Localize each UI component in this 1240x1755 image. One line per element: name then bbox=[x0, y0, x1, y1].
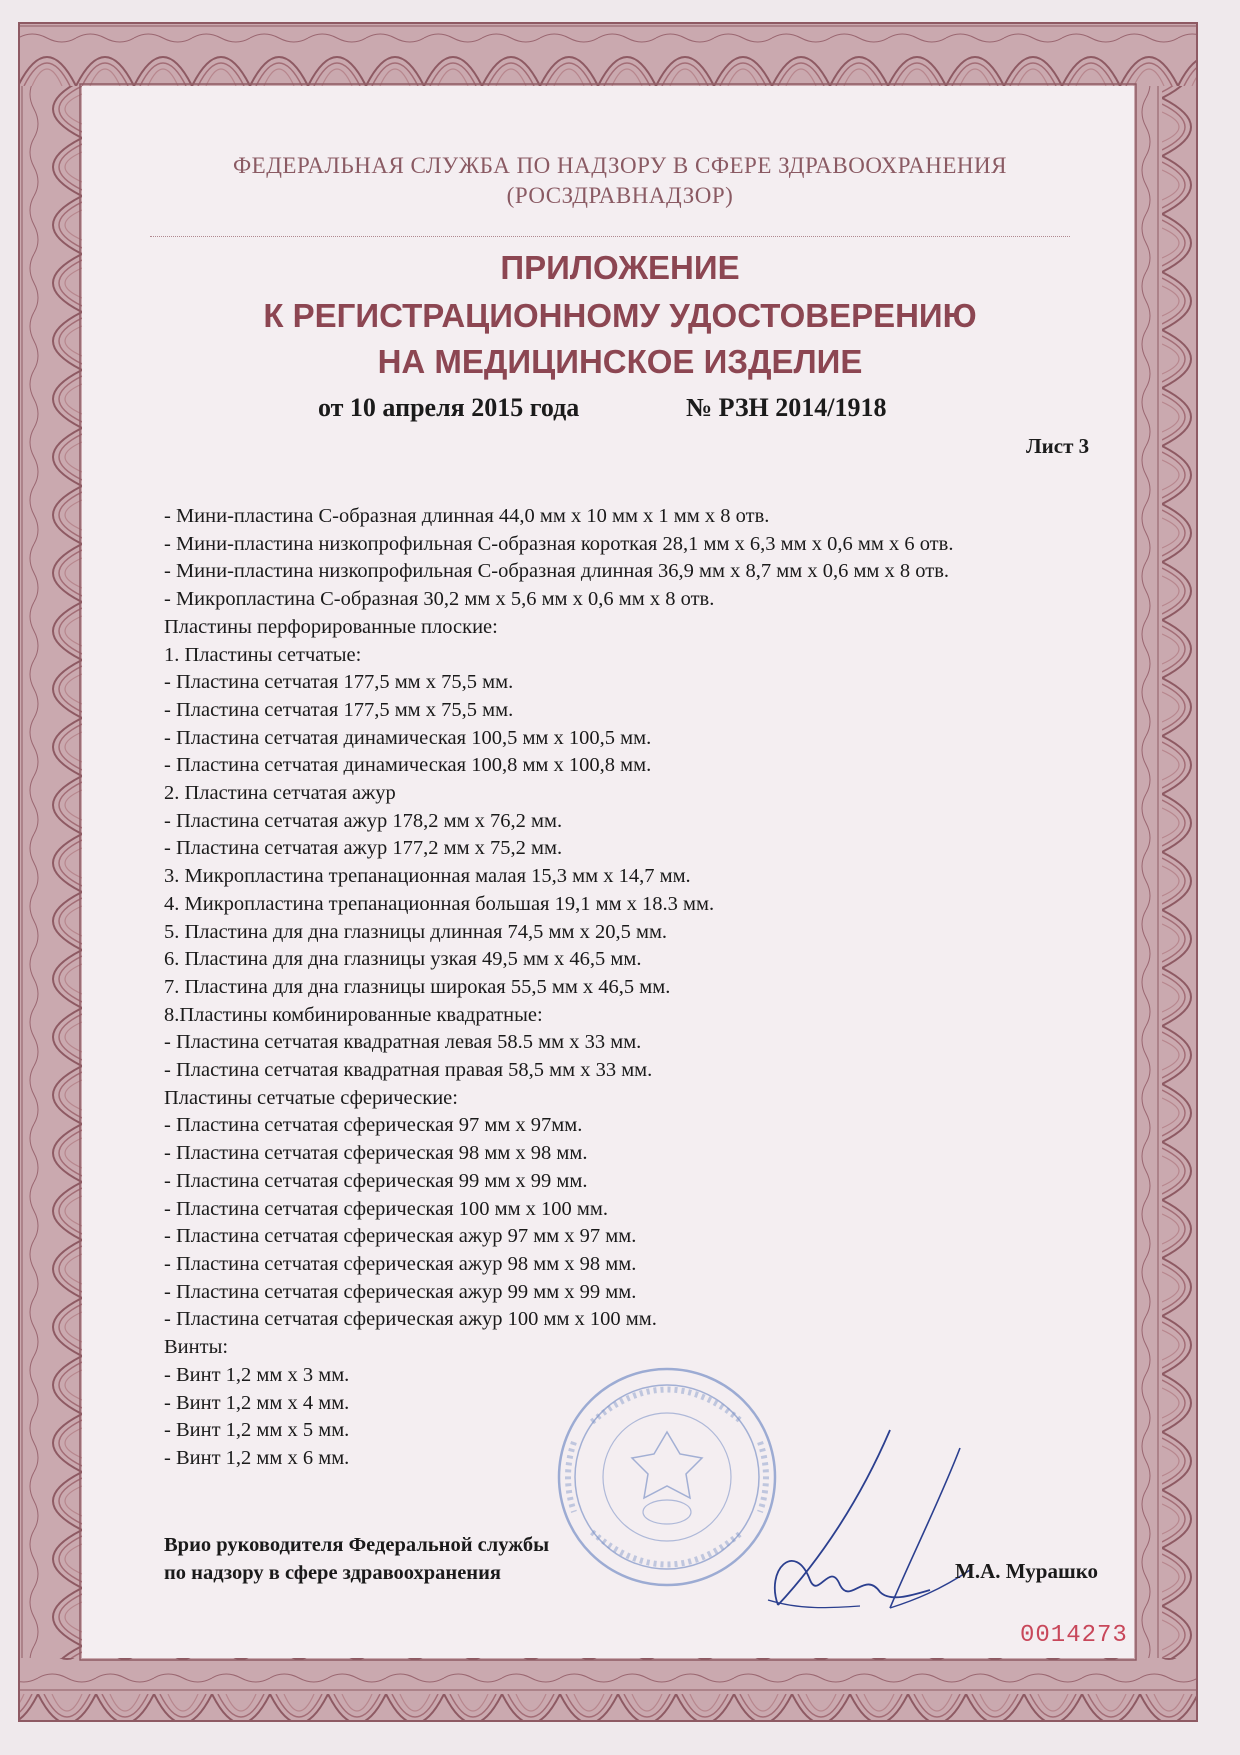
list-item: - Винт 1,2 мм х 4 мм. bbox=[164, 1391, 350, 1414]
list-item: - Пластина сетчатая динамическая 100,8 мм х 100,8 мм. bbox=[164, 754, 652, 777]
signer-position-line-2: по надзору в сфере здравоохранения bbox=[164, 1562, 502, 1584]
list-item: - Винт 1,2 мм х 3 мм. bbox=[164, 1363, 350, 1386]
sheet-number: Лист 3 bbox=[1026, 434, 1090, 458]
list-item: - Пластина сетчатая сферическая ажур 100 мм х 100 мм. bbox=[164, 1308, 657, 1331]
list-item: 1. Пластины сетчатые: bbox=[164, 643, 362, 666]
handwritten-signature bbox=[740, 1420, 1000, 1620]
signer-name: М.А. Мурашко bbox=[955, 1559, 1099, 1583]
signer-position-line-1: Врио руководителя Федеральной службы bbox=[164, 1534, 550, 1556]
list-item: - Пластина сетчатая квадратная правая 58,5 мм х 33 мм. bbox=[164, 1059, 653, 1082]
list-item: - Пластина сетчатая квадратная левая 58.5 мм х 33 мм. bbox=[164, 1031, 642, 1054]
list-item: - Винт 1,2 мм х 5 мм. bbox=[164, 1419, 350, 1442]
agency-abbreviation: (РОСЗДРАВНАДЗОР) bbox=[506, 183, 734, 208]
list-item: Пластины сетчатые сферические: bbox=[164, 1086, 458, 1109]
list-item: 5. Пластина для дна глазницы длинная 74,5 мм х 20,5 мм. bbox=[164, 920, 668, 943]
item-list bbox=[164, 503, 1134, 1473]
agency-name: ФЕДЕРАЛЬНАЯ СЛУЖБА ПО НАДЗОРУ В СФЕРЕ ЗДРАВООХРАНЕНИЯ bbox=[233, 153, 1007, 178]
list-item: - Пластина сетчатая ажур 178,2 мм х 76,2 мм. bbox=[164, 809, 563, 832]
list-item: 4. Микропластина трепанационная большая 19,1 мм х 18.3 мм. bbox=[164, 892, 715, 915]
list-item: - Пластина сетчатая ажур 177,2 мм х 75,2 мм. bbox=[164, 837, 563, 860]
list-item: - Мини-пластина низкопрофильная С-образная короткая 28,1 мм х 6,3 мм х 0,6 мм х 6 отв. bbox=[164, 532, 954, 555]
list-item: - Мини-пластина С-образная длинная 44,0 мм х 10 мм х 1 мм х 8 отв. bbox=[164, 505, 770, 527]
header-divider bbox=[150, 236, 1070, 237]
signer-position bbox=[164, 1531, 549, 1587]
list-item: - Мини-пластина низкопрофильная С-образная длинная 36,9 мм х 8,7 мм х 0,6 мм х 8 отв. bbox=[164, 560, 950, 583]
document-subtitle-2: НА МЕДИЦИНСКОЕ ИЗДЕЛИЕ bbox=[377, 343, 863, 380]
list-item: - Пластина сетчатая сферическая ажур 97 мм х 97 мм. bbox=[164, 1225, 637, 1248]
list-item: - Пластина сетчатая сферическая ажур 98 мм х 98 мм. bbox=[164, 1252, 637, 1275]
document-title: ПРИЛОЖЕНИЕ bbox=[500, 249, 740, 286]
list-item: - Пластина сетчатая сферическая 100 мм х 100 мм. bbox=[164, 1197, 608, 1220]
list-item: 8.Пластины комбинированные квадратные: bbox=[164, 1003, 543, 1026]
list-item: - Винт 1,2 мм х 6 мм. bbox=[164, 1446, 350, 1469]
list-item: - Пластина сетчатая 177,5 мм х 75,5 мм. bbox=[164, 698, 514, 721]
list-item: - Пластина сетчатая сферическая 98 мм х 98 мм. bbox=[164, 1142, 588, 1165]
list-item: - Пластина сетчатая динамическая 100,5 мм х 100,5 мм. bbox=[164, 726, 652, 749]
serial-number: 0014273 bbox=[1020, 1622, 1128, 1649]
registration-number: № РЗН 2014/1918 bbox=[686, 393, 887, 422]
list-item: Винты: bbox=[164, 1336, 229, 1359]
list-item: - Пластина сетчатая сферическая 99 мм х 99 мм. bbox=[164, 1169, 588, 1192]
list-item: 7. Пластина для дна глазницы широкая 55,5 мм х 46,5 мм. bbox=[164, 975, 671, 998]
list-item: 2. Пластина сетчатая ажур bbox=[164, 782, 396, 805]
list-item: 3. Микропластина трепанационная малая 15,3 мм х 14,7 мм. bbox=[164, 865, 691, 888]
list-item: - Микропластина С-образная 30,2 мм х 5,6 мм х 0,6 мм х 8 отв. bbox=[164, 588, 715, 611]
list-item: Пластины перфорированные плоские: bbox=[164, 615, 498, 638]
list-item: - Пластина сетчатая сферическая 97 мм х 97мм. bbox=[164, 1114, 583, 1137]
list-item: - Пластина сетчатая сферическая ажур 99 мм х 99 мм. bbox=[164, 1280, 637, 1303]
list-item: 6. Пластина для дна глазницы узкая 49,5 мм х 46,5 мм. bbox=[164, 948, 642, 971]
list-item: - Пластина сетчатая 177,5 мм х 75,5 мм. bbox=[164, 671, 514, 694]
document-subtitle-1: К РЕГИСТРАЦИОННОМУ УДОСТОВЕРЕНИЮ bbox=[263, 297, 977, 334]
registration-date: от 10 апреля 2015 года bbox=[318, 393, 580, 422]
